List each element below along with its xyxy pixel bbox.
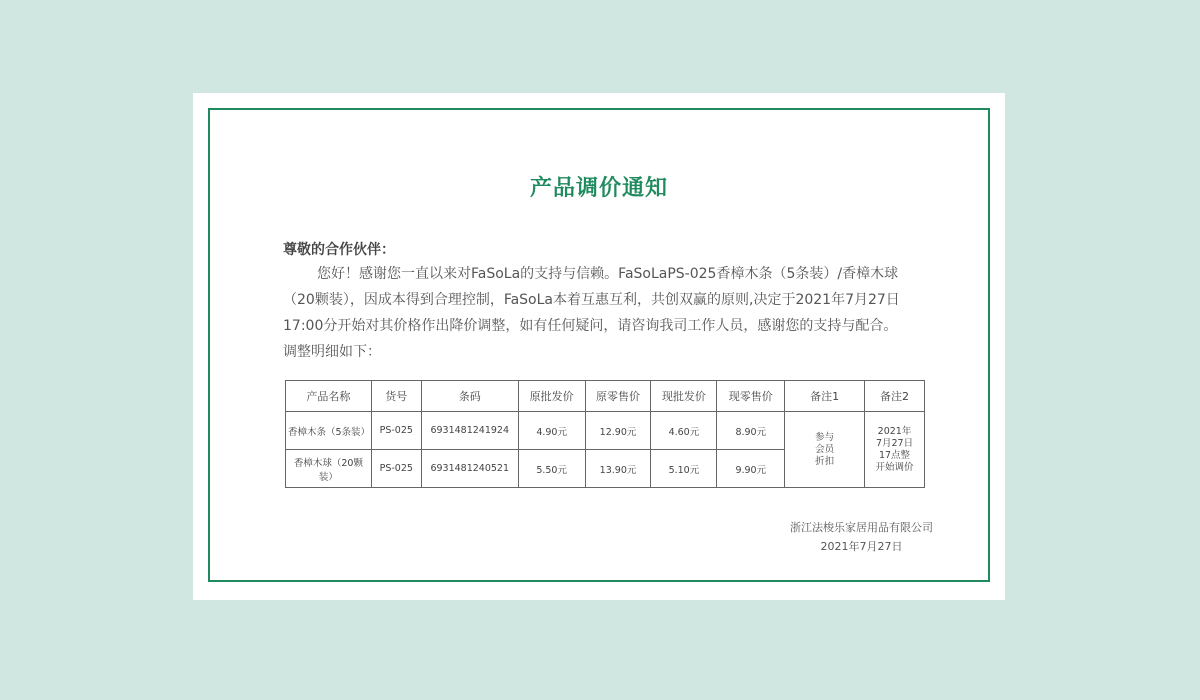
cell-item-no: PS-025 [371,450,421,488]
body-line: 调整明细如下： [283,344,381,360]
cell-note1 [785,412,865,488]
cell-old-retail: 12.90元 [585,412,651,450]
cell-new-retail: 9.90元 [717,450,785,488]
notice-paper [193,93,1005,600]
header-new-wholesale: 现批发价 [651,381,717,412]
note2-line: 17点整 [878,449,911,461]
header-product-name: 产品名称 [286,381,372,412]
body-line: （20颗装），因成本得到合理控制，FaSoLa本着互惠互利，共创双赢的原则,决定于2021年7月27日 [283,292,900,308]
notice-title: 产品调价通知 [529,176,668,201]
note1-line: 会员 [815,443,835,455]
note2-line: 2021年 [877,425,912,437]
note1-line: 参与 [815,431,835,443]
header-barcode: 条码 [421,381,518,412]
cell-new-retail: 8.90元 [717,412,785,450]
salutation: 尊敬的合作伙伴： [283,242,395,258]
header-new-retail: 现零售价 [717,381,785,412]
note2-line: 开始调价 [875,461,914,473]
price-adjustment-table [285,380,925,488]
cell-old-retail: 13.90元 [585,450,651,488]
note2-line: 7月27日 [875,437,914,449]
cell-product-name: 香樟木球（20颗装） [286,450,372,488]
body-line: 17:00分开始对其价格作出降价调整，如有任何疑问，请咨询我司工作人员，感谢您的支持与配合。 [283,318,898,334]
cell-new-wholesale: 4.60元 [651,412,717,450]
company-name: 浙江法梭乐家居用品有限公司 [790,521,933,534]
cell-product-name: 香樟木条（5条装） [286,412,372,450]
cell-barcode: 6931481241924 [421,412,518,450]
cell-note2 [865,412,925,488]
cell-barcode: 6931481240521 [421,450,518,488]
cell-old-wholesale: 5.50元 [518,450,585,488]
body-line: 您好！感谢您一直以来对FaSoLa的支持与信赖。FaSoLaPS-025香樟木条（5条装）/香樟木球 [317,266,899,282]
header-old-wholesale: 原批发价 [518,381,585,412]
cell-item-no: PS-025 [371,412,421,450]
cell-old-wholesale: 4.90元 [518,412,585,450]
table-row [286,412,925,450]
notice-body [283,261,943,365]
signature-block [790,518,933,556]
cell-new-wholesale: 5.10元 [651,450,717,488]
note1-line: 折扣 [815,455,835,467]
table-header-row [286,381,925,412]
header-item-no: 货号 [371,381,421,412]
header-note2: 备注2 [865,381,925,412]
header-note1: 备注1 [785,381,865,412]
signature-date: 2021年7月27日 [820,540,903,553]
header-old-retail: 原零售价 [585,381,651,412]
